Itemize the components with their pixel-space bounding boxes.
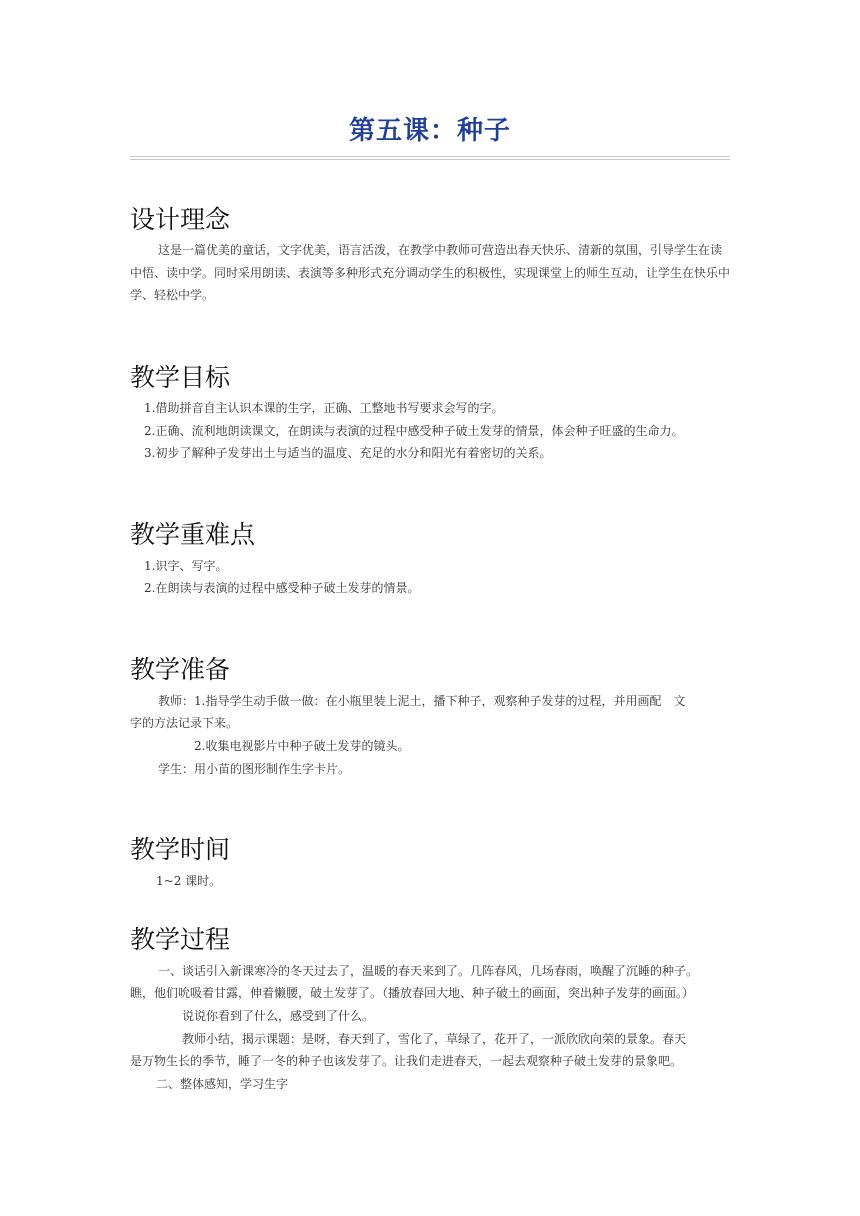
- preparation-student-line: 学生：用小苗的图形制作生字卡片。: [158, 762, 351, 776]
- time-text: 1~2 课时。: [156, 874, 222, 888]
- preparation-teacher-line-1: 教师：1.指导学生动手做一做：在小瓶里装上泥土，播下种子，观察种子发芽的过程，并用画配 文: [158, 694, 686, 708]
- goal-item-1: 1.借助拼音自主认识本课的生字，正确、工整地书写要求会写的字。: [144, 401, 504, 415]
- key-point-item-2: 2.在朗读与表演的过程中感受种子破土发芽的情景。: [144, 581, 420, 595]
- section-heading-philosophy: 设计理念: [130, 205, 231, 234]
- process-paragraph-1-line-1: 一、谈话引入新课寒冷的冬天过去了，温暖的春天来到了。几阵春风，几场春雨，唤醒了沉睡的种子。: [158, 964, 699, 978]
- page-title: 第五课：种子: [348, 116, 511, 146]
- process-paragraph-2-line-1: 教师小结，揭示课题：是呀，春天到了，雪化了，草绿了，花开了，一派欣欣向荣的景象。春天: [182, 1032, 687, 1046]
- process-paragraph-1-line-3: 说说你看到了什么，感受到了什么。: [182, 1009, 375, 1023]
- key-point-item-1: 1.识字、写字。: [144, 559, 228, 573]
- process-paragraph-2-line-2: 是万物生长的季节，睡了一冬的种子也该发芽了。让我们走进春天，一起去观察种子破土发芽的景象吧。: [130, 1054, 683, 1068]
- goal-item-2: 2.正确、流利地朗读课文，在朗读与表演的过程中感受种子破土发芽的情景，体会种子旺盛的生命力。: [144, 424, 684, 438]
- preparation-teacher-line-2: 字的方法记录下来。: [130, 716, 239, 730]
- philosophy-paragraph: 这是一篇优美的童话，文字优美，语言活泼，在教学中教师可营造出春天快乐、清新的氛围，引导学生在读中悟、读中学。同时采用朗读、表演等多种形式充分调动学生的积极性，实现课堂上的师生互动，让学生在快乐中学、轻松中学。: [130, 243, 731, 302]
- section-heading-time: 教学时间: [130, 835, 231, 864]
- section-heading-preparation: 教学准备: [130, 655, 231, 684]
- section-heading-key-points: 教学重难点: [130, 520, 256, 549]
- preparation-teacher-item-2: 2.收集电视影片中种子破土发芽的镜头。: [194, 739, 410, 753]
- title-divider: [130, 156, 730, 160]
- process-paragraph-1-line-2: 瞧，他们吮吸着甘露，伸着懒腰，破土发芽了。（播放春回大地、种子破土的画面，突出种子发芽的画面。）: [130, 986, 695, 1000]
- process-paragraph-3: 二、整体感知，学习生字: [156, 1077, 289, 1091]
- goal-item-3: 3.初步了解种子发芽出土与适当的温度、充足的水分和阳光有着密切的关系。: [144, 446, 552, 460]
- section-heading-process: 教学过程: [130, 925, 231, 954]
- section-heading-goals: 教学目标: [130, 363, 231, 392]
